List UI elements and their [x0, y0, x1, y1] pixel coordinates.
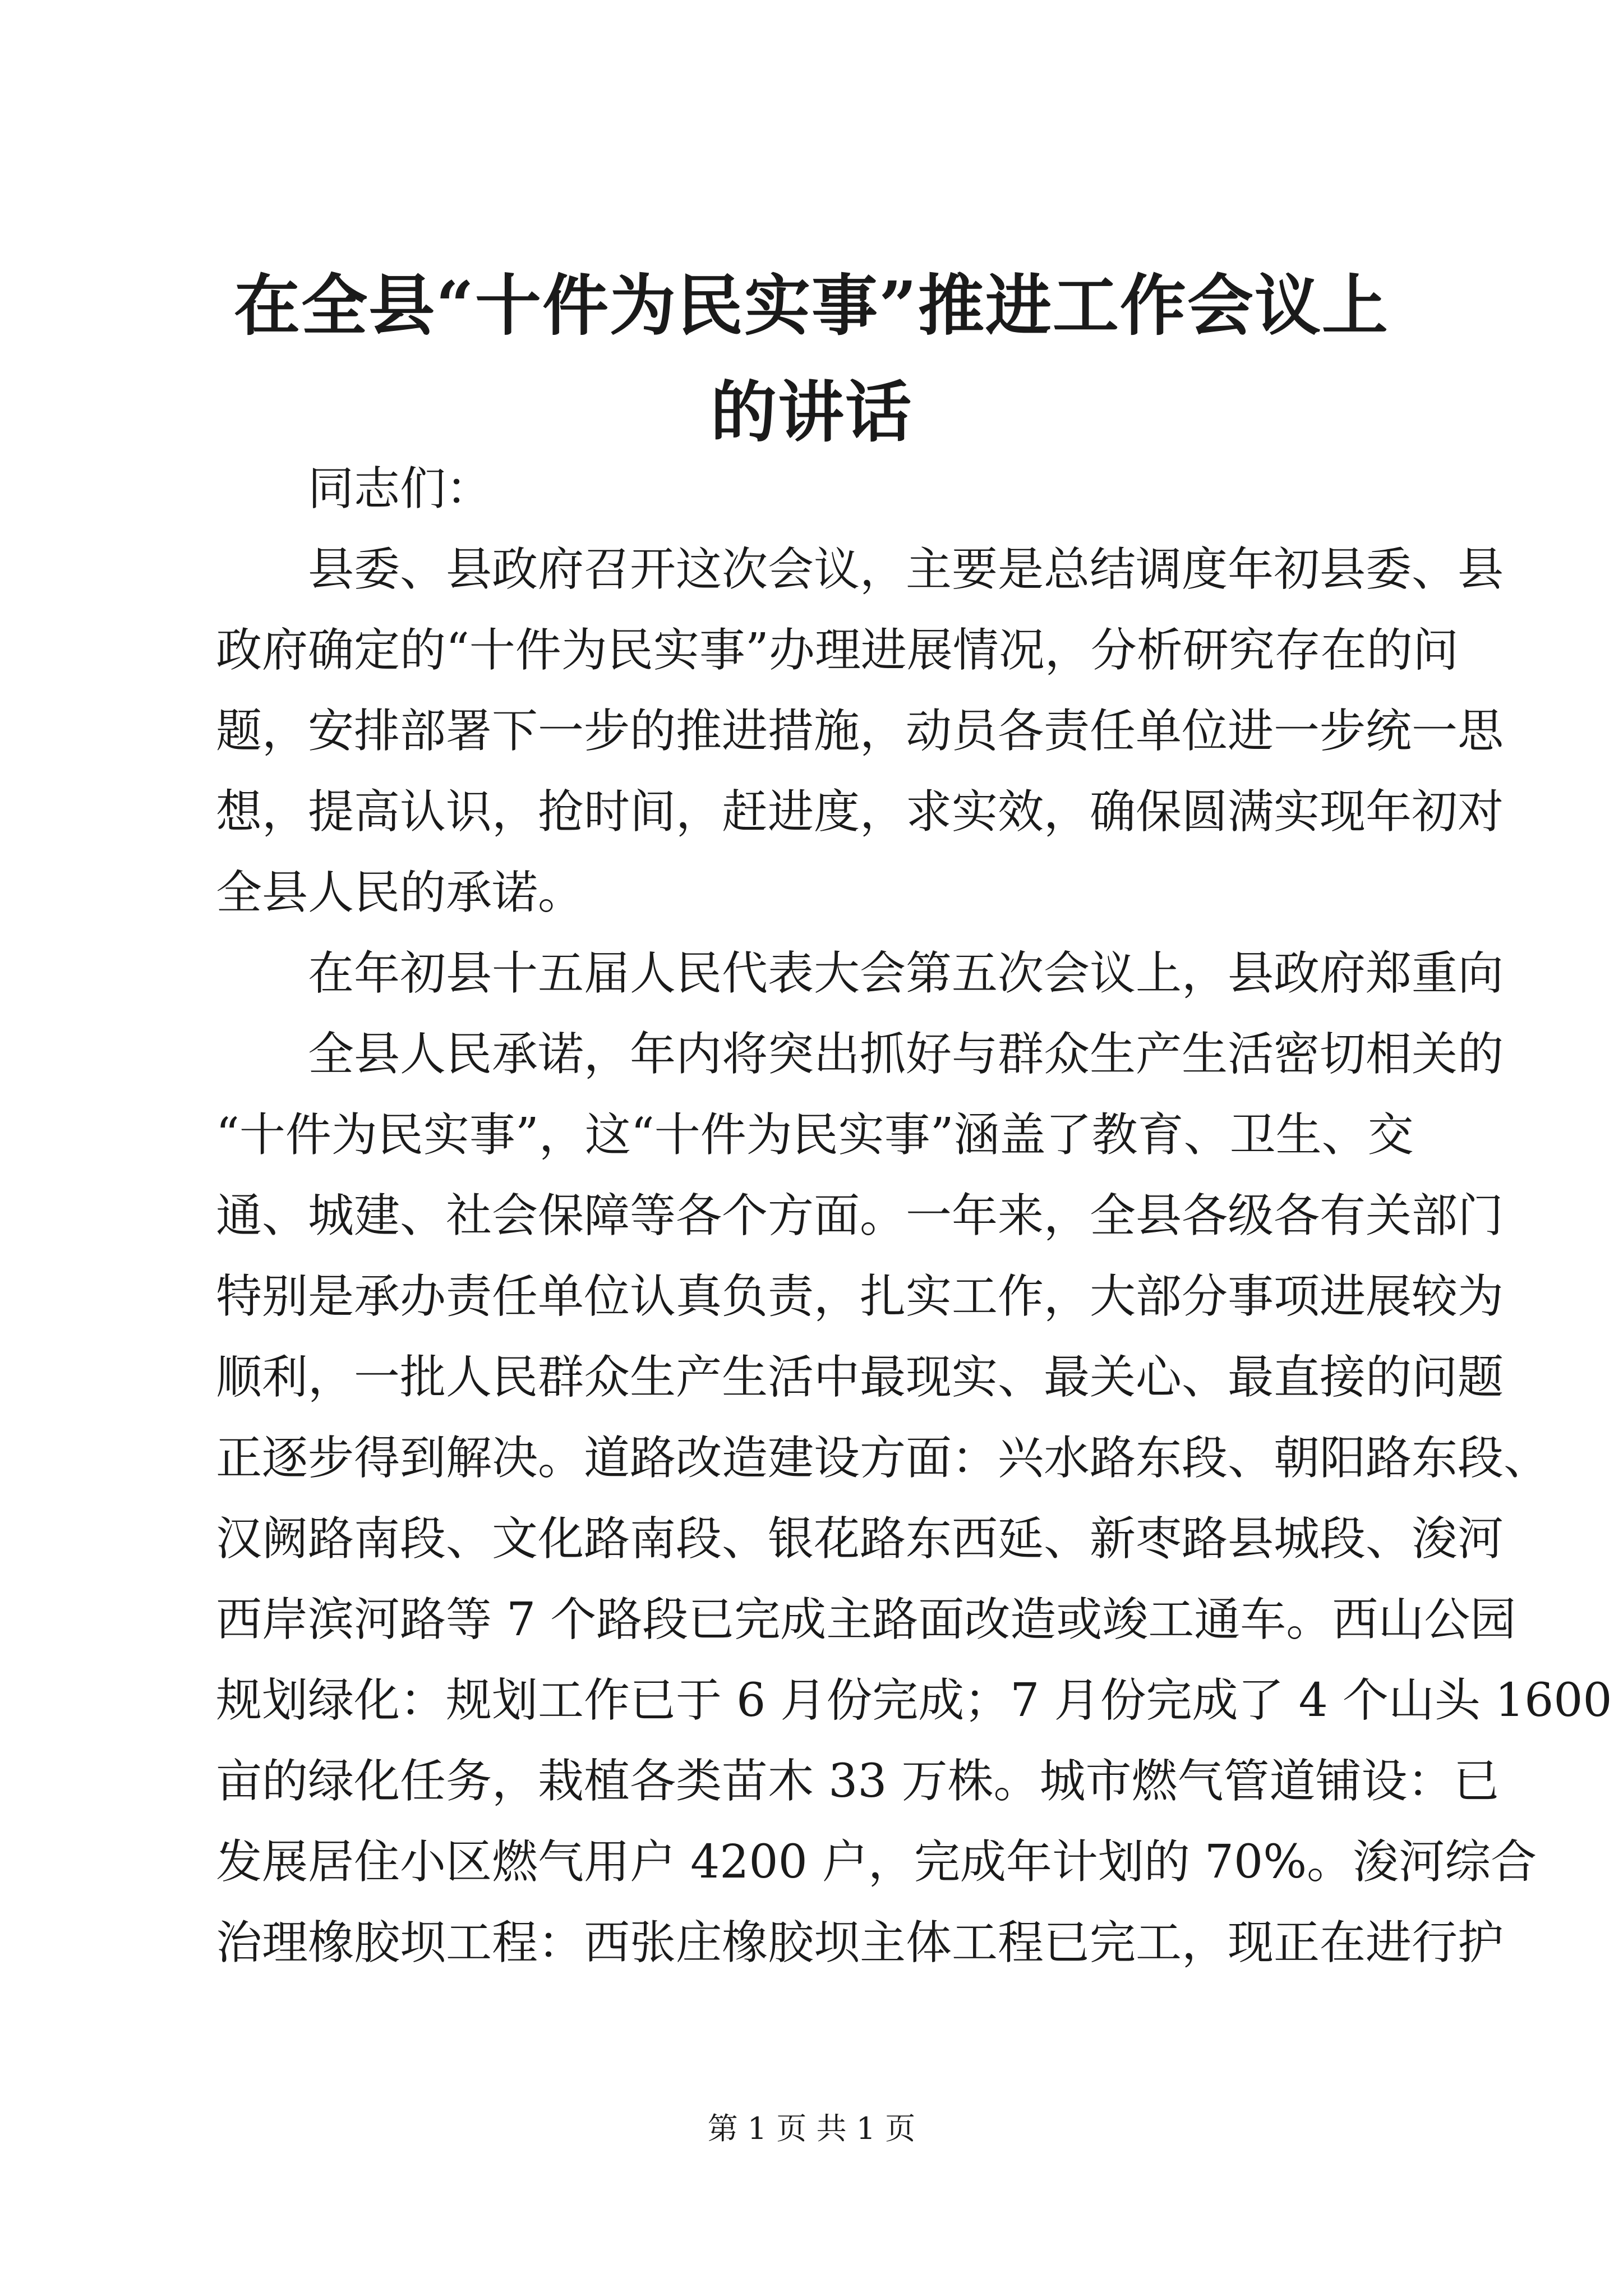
text-line: 顺利，一批人民群众生产生活中最现实、最关心、最直接的问题 [216, 1351, 1504, 1404]
text-line: 全县人民的承诺。 [216, 866, 584, 919]
text-line: 通、城建、社会保障等各个方面。一年来，全县各级各有关部门 [216, 1189, 1504, 1243]
document-title: 在全县“十件为民实事”推进工作会议上的讲话 [234, 266, 1389, 451]
text-line: 西岸滨河路等 7 个路段已完成主路面改造或竣工通车。西山公园 [216, 1593, 1516, 1646]
text-line: 想，提高认识，抢时间，赶进度，求实效，确保圆满实现年初对 [216, 785, 1504, 839]
document-body [216, 449, 1612, 1984]
text-line: “十件为民实事”，这“十件为民实事”涵盖了教育、卫生、交 [216, 1108, 1414, 1162]
text-line: 特别是承办责任单位认真负责，扎实工作，大部分事项进展较为 [216, 1270, 1504, 1323]
text-line: 在年初县十五届人民代表大会第五次会议上，县政府郑重向 [308, 947, 1504, 1000]
text-line: 正逐步得到解决。道路改造建设方面：兴水路东段、朝阳路东段、 [216, 1432, 1550, 1485]
text-line: 发展居住小区燃气用户 4200 户，完成年计划的 70%。浚河综合 [216, 1835, 1537, 1889]
text-line: 政府确定的“十件为民实事”办理进展情况，分析研究存在的问 [216, 624, 1459, 677]
text-line: 治理橡胶坝工程：西张庄橡胶坝主体工程已完工，现正在进行护 [216, 1916, 1504, 1970]
salutation-line: 同志们： [308, 462, 492, 516]
text-line: 题，安排部署下一步的推进措施，动员各责任单位进一步统一思 [216, 705, 1504, 758]
page-footer: 第 1 页 共 1 页 [707, 2111, 916, 2146]
text-line: 全县人民承诺，年内将突出抓好与群众生产生活密切相关的 [308, 1028, 1504, 1081]
text-line: 规划绿化：规划工作已于 6 月份完成；7 月份完成了 4 个山头 1600 [216, 1674, 1612, 1727]
text-line: 汉阙路南段、文化路南段、银花路东西延、新枣路县城段、浚河 [216, 1512, 1504, 1566]
text-line: 亩的绿化任务，栽植各类苗木 33 万株。城市燃气管道铺设：已 [216, 1755, 1500, 1808]
text-line: 县委、县政府召开这次会议，主要是总结调度年初县委、县 [308, 543, 1504, 596]
